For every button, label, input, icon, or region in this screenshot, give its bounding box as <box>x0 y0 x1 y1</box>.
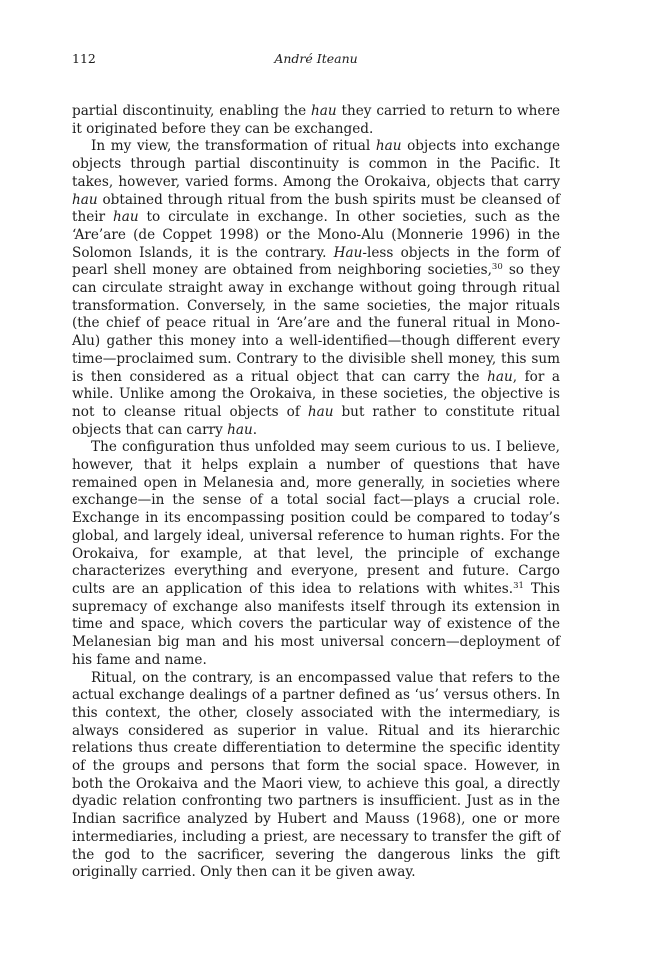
paragraph <box>72 670 560 882</box>
italic-term: Hau <box>333 244 363 261</box>
body-text <box>72 103 560 882</box>
running-title: André Iteanu <box>274 51 358 66</box>
italic-term: hau <box>113 209 139 226</box>
page-number: 112 <box>72 51 96 66</box>
text-run: obtained through ritual from the bush spirits must be cleansed of their <box>72 191 560 226</box>
footnote-reference: 30 <box>491 262 503 273</box>
italic-term: hau <box>311 103 337 119</box>
paragraph <box>72 138 560 439</box>
italic-term: hau <box>72 191 98 208</box>
text-run: The configuration thus unfolded may seem curious to us. I believe, however, that it helps explain a number of questions that have remained open in Melanesia and, more generally, in societies where exchange—in the sense of a total social fact—plays a crucial role. Exchange in its encompassing position could be compared to today’s global, and largely ideal, universal reference to human rights. For the Orokaiva, for example, at that level, the principle of exchange characterizes everything and everyone, present and future. Cargo cults are an application of this idea to relations with whites. <box>72 439 560 597</box>
text-run: but rather to constitute ritual objects that can carry <box>72 403 560 438</box>
text-run: partial discontinuity, enabling the <box>72 103 312 119</box>
text-run: objects into exchange objects through partial discontinuity is common in the Pacific. It takes, however, varied forms. Among the Orokaiva, objects that carry <box>72 138 560 190</box>
text-run: In my view, the transformation of ritual <box>91 138 376 155</box>
italic-term: hau <box>375 138 402 155</box>
paragraph <box>72 439 560 669</box>
text-run: . <box>252 421 258 438</box>
italic-term: hau <box>227 421 253 438</box>
text-run: This supremacy of exchange also manifests itself through its extension in time and space, which covers the particular way of existence of the Melanesian big man and his most universal concern—deployment of his fame and name. <box>72 580 561 668</box>
footnote-reference: 31 <box>513 580 524 591</box>
text-run: they carried to return to where it originated before they can be exchanged. <box>72 103 560 137</box>
italic-term: hau <box>307 403 334 420</box>
text-run: -less objects in the form of pearl shell money are obtained from neighboring societies, <box>72 244 560 279</box>
italic-term: hau <box>487 368 513 385</box>
text-run: , for a while. Unlike among the Orokaiva, in these societies, the objective is not to cleanse ritual objects of <box>72 368 561 420</box>
text-run: Ritual, on the contrary, is an encompassed value that refers to the actual exchange dealings of a partner defined as ‘us’ versus others. In this context, the other, closely associated with the intermediary, is always considered as superior in value. Ritual and its hierarchic relations thus create differentiation to determine the specific identity of the groups and persons that form the social space. However, in both the Orokaiva and the Maori view, to achieve this goal, a directly dyadic relation confronting two partners is insufficient. Just as in the Indian sacrifice analyzed by Hubert and Mauss (1968), one or more intermediaries, including a priest, are necessary to transfer the gift of the god to the sacrificer, severing the dangerous links the gift originally carried. Only then can it be given away. <box>72 669 560 881</box>
running-head <box>72 51 560 69</box>
text-run: to circulate in exchange. In other societies, such as the ‘Are’are (de Coppet 1998) or the Mono-Alu (Monnerie 1996) in the Solomon Islands, it is the contrary. <box>72 209 560 261</box>
paragraph <box>72 103 560 138</box>
text-run: so they can circulate straight away in exchange without going through ritual transformation. Conversely, in the same societies, the major rituals (the chief of peace ritual in ‘Are’are and the funeral ritual in Mono-Alu) gather this money into a well-identified—though different every time—proclaimed sum. Contrary to the divisible shell money, this sum is then considered as a ritual object that can carry the <box>72 262 561 385</box>
